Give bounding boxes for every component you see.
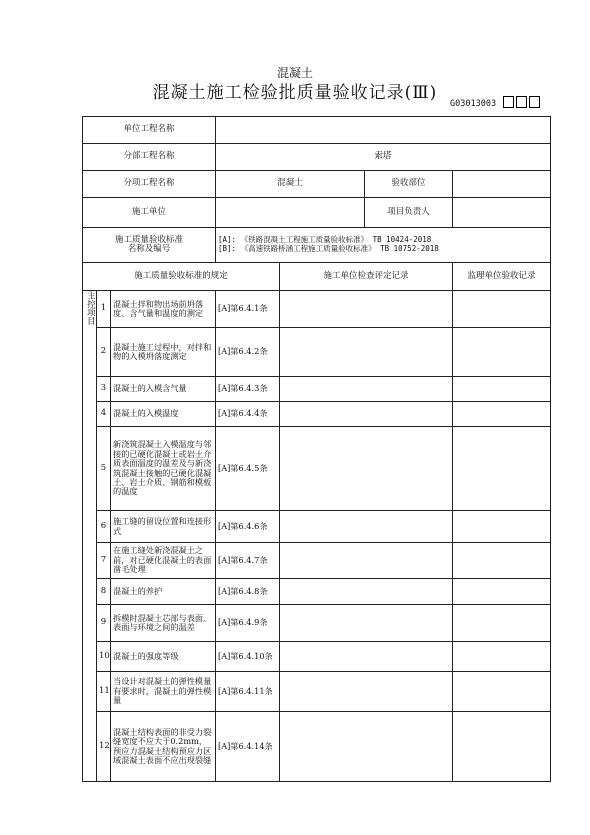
item-check-record[interactable] <box>280 672 453 712</box>
item-row <box>83 402 551 427</box>
column-check: 施工单位检查评定记录 <box>280 263 453 291</box>
item-description: 在施工缝处新浇混凝土之前，对已硬化混凝土的表面凿毛处理 <box>111 543 216 579</box>
item-number: 12 <box>97 712 111 782</box>
item-supervise-record[interactable] <box>453 712 551 782</box>
item-check-record[interactable] <box>280 511 453 543</box>
item-check-record[interactable] <box>280 377 453 402</box>
item-supervise-record[interactable] <box>453 427 551 511</box>
item-reference: [A]第6.4.6条 <box>216 511 280 543</box>
item-number: 8 <box>97 579 111 605</box>
item-check-record[interactable] <box>280 543 453 579</box>
item-number: 10 <box>97 642 111 672</box>
group-label: 主控项目 <box>83 291 97 782</box>
item-number: 2 <box>97 328 111 377</box>
item-reference: [A]第6.4.1条 <box>216 291 280 328</box>
item-check-record[interactable] <box>280 328 453 377</box>
item-supervise-record[interactable] <box>453 511 551 543</box>
item-description: 新浇筑混凝土入模温度与邻接的已硬化混凝土或岩土介质表面温度的温差及与新浇筑混凝土接触的已硬化混凝土、岩土介质、钢筋和模板的温度 <box>111 427 216 511</box>
item-reference: [A]第6.4.5条 <box>216 427 280 511</box>
item-description: 混凝土施工过程中，对拌和物的入模坍落度测定 <box>111 328 216 377</box>
code-box[interactable] <box>516 96 527 108</box>
item-reference: [A]第6.4.11条 <box>216 672 280 712</box>
item-row <box>83 642 551 672</box>
item-number: 4 <box>97 402 111 427</box>
item-check-record[interactable] <box>280 402 453 427</box>
column-spec: 施工质量验收标准的规定 <box>83 263 280 291</box>
code-box[interactable] <box>529 96 540 108</box>
main-control-items <box>83 291 551 782</box>
item-number: 5 <box>97 427 111 511</box>
unit-project-label: 单位工程名称 <box>83 117 216 144</box>
item-project-label: 分项工程名称 <box>83 171 216 198</box>
item-description: 混凝土的强度等级 <box>111 642 216 672</box>
item-supervise-record[interactable] <box>453 642 551 672</box>
item-reference: [A]第6.4.7条 <box>216 543 280 579</box>
form-title: 混凝土施工检验批质量验收记录(Ⅲ) <box>152 83 438 103</box>
item-check-record[interactable] <box>280 291 453 328</box>
item-description: 混凝土的入模温度 <box>111 402 216 427</box>
item-row <box>83 579 551 605</box>
item-supervise-record[interactable] <box>453 377 551 402</box>
standard-label: 施工质量验收标准 名称及编号 <box>83 228 216 263</box>
item-row <box>83 605 551 642</box>
form-code: G03013003 <box>450 99 497 109</box>
inspection-table <box>82 116 551 782</box>
accept-part-value[interactable] <box>453 171 551 198</box>
column-supervise: 监理单位验收记录 <box>453 263 551 291</box>
item-description: 混凝土的养护 <box>111 579 216 605</box>
item-row <box>83 328 551 377</box>
item-description: 混凝土的入模含气量 <box>111 377 216 402</box>
unit-project-value[interactable] <box>216 117 551 144</box>
item-row <box>83 427 551 511</box>
accept-part-label: 验收部位 <box>365 171 453 198</box>
item-supervise-record[interactable] <box>453 328 551 377</box>
item-number: 7 <box>97 543 111 579</box>
item-check-record[interactable] <box>280 427 453 511</box>
item-row <box>83 377 551 402</box>
manager-label: 项目负责人 <box>365 198 453 228</box>
contractor-label: 施工单位 <box>83 198 216 228</box>
item-reference: [A]第6.4.10条 <box>216 642 280 672</box>
item-supervise-record[interactable] <box>453 291 551 328</box>
item-number: 1 <box>97 291 111 328</box>
item-supervise-record[interactable] <box>453 402 551 427</box>
item-row <box>83 712 551 782</box>
item-description: 拆模时混凝土芯部与表面、表面与环境之间的温差 <box>111 605 216 642</box>
sub-project-value[interactable]: 索塔 <box>216 144 551 171</box>
sub-project-label: 分部工程名称 <box>83 144 216 171</box>
item-row <box>83 672 551 712</box>
item-supervise-record[interactable] <box>453 543 551 579</box>
item-supervise-record[interactable] <box>453 579 551 605</box>
item-check-record[interactable] <box>280 605 453 642</box>
item-number: 11 <box>97 672 111 712</box>
item-reference: [A]第6.4.2条 <box>216 328 280 377</box>
item-row <box>83 511 551 543</box>
item-check-record[interactable] <box>280 712 453 782</box>
item-reference: [A]第6.4.8条 <box>216 579 280 605</box>
item-project-value[interactable]: 混凝土 <box>216 171 365 198</box>
manager-value[interactable] <box>453 198 551 228</box>
item-row <box>83 543 551 579</box>
standard-value: [A]: 《铁路混凝土工程施工质量验收标准》 TB 10424-2018 [B]: 《高速铁路桥涵工程施工质量验收标准》 TB 10752-2018 <box>216 228 551 263</box>
item-description: 混凝土结构表面的非受力裂缝宽度不应大于0.2mm，预应力混凝土结构预应力区域混凝土表面不应出现裂缝 <box>111 712 216 782</box>
item-supervise-record[interactable] <box>453 605 551 642</box>
contractor-value[interactable] <box>216 198 365 228</box>
item-number: 9 <box>97 605 111 642</box>
item-check-record[interactable] <box>280 642 453 672</box>
item-reference: [A]第6.4.4条 <box>216 402 280 427</box>
item-number: 6 <box>97 511 111 543</box>
code-boxes <box>503 96 540 108</box>
item-supervise-record[interactable] <box>453 672 551 712</box>
item-check-record[interactable] <box>280 579 453 605</box>
item-description: 当设计对混凝土的弹性模量有要求时，混凝土的弹性模量 <box>111 672 216 712</box>
item-reference: [A]第6.4.14条 <box>216 712 280 782</box>
item-description: 混凝土拌和物出场前坍落度、含气量和温度的测定 <box>111 291 216 328</box>
item-row <box>83 291 551 328</box>
item-description: 施工缝的留设位置和连接形式 <box>111 511 216 543</box>
item-reference: [A]第6.4.9条 <box>216 605 280 642</box>
form-subtitle: 混凝土 <box>276 66 313 80</box>
item-reference: [A]第6.4.3条 <box>216 377 280 402</box>
code-box[interactable] <box>503 96 514 108</box>
item-number: 3 <box>97 377 111 402</box>
